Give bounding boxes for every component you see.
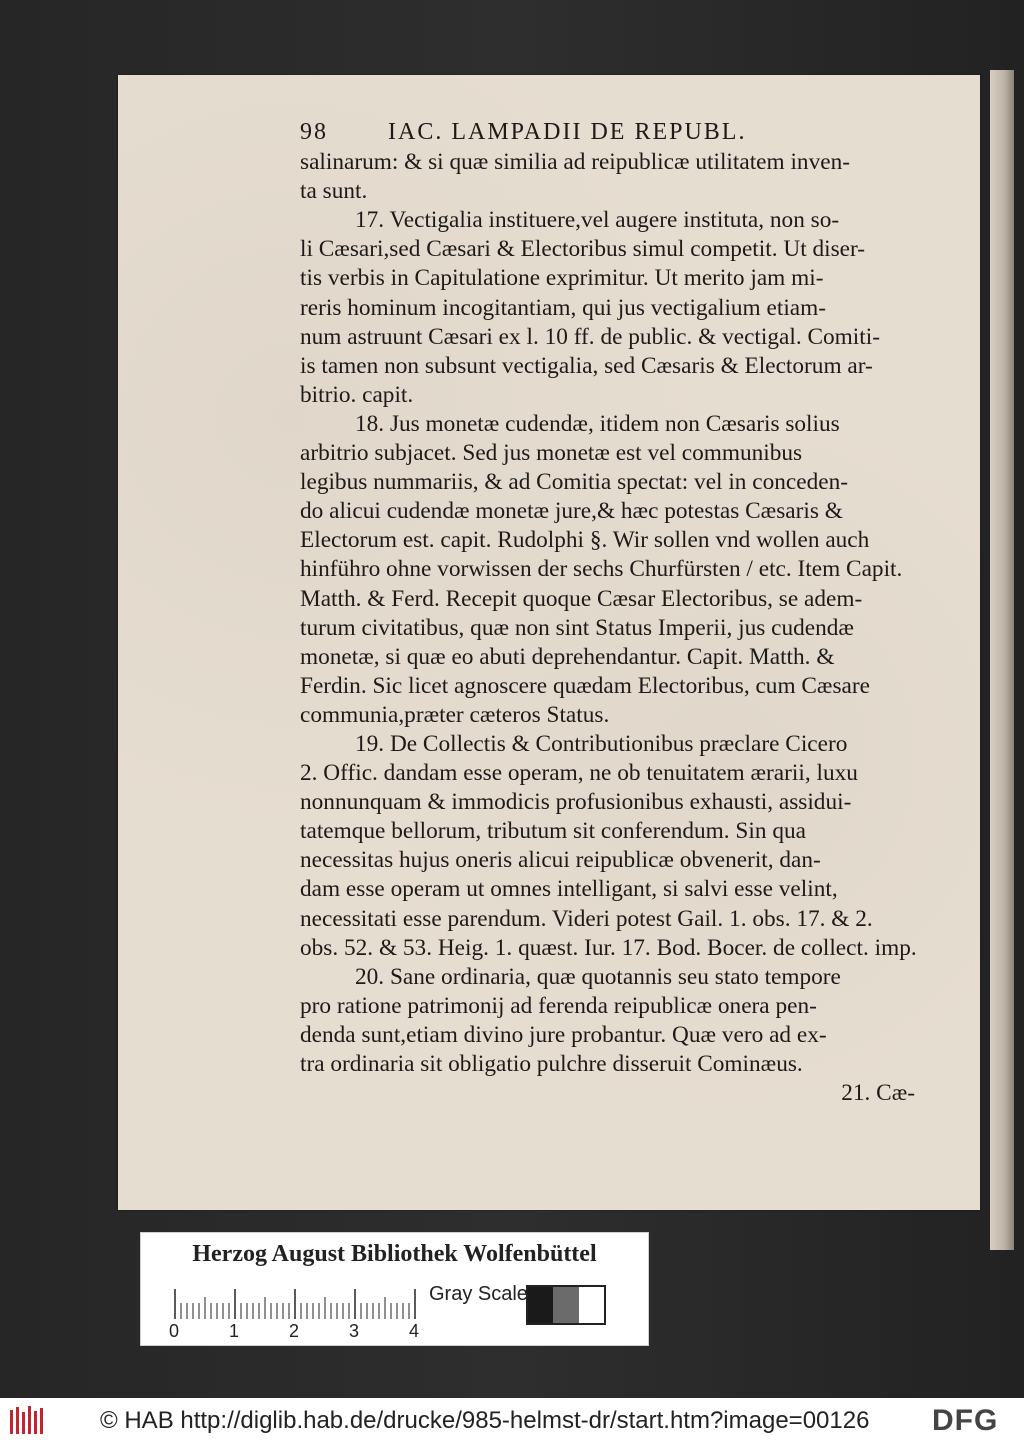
text-line: nonnunquam & immodicis profusionibus exhausti, assidui- xyxy=(300,789,852,816)
text-line: li Cæsari,sed Cæsari & Electoribus simul competit. Ut diser- xyxy=(300,236,866,263)
text-line: obs. 52. & 53. Heig. 1. quæst. Iur. 17. Bod. Bocer. de collect. imp. xyxy=(300,934,917,961)
gray-scale-swatches xyxy=(526,1285,606,1325)
footer-bar xyxy=(0,1398,1024,1444)
text-line: legibus nummariis, & ad Comitia spectat: vel in conceden- xyxy=(300,469,848,496)
text-line: do alicui cudendæ monetæ jure,& hæc potestas Cæsaris & xyxy=(300,498,843,525)
catchword: 21. Cæ- xyxy=(841,1080,915,1107)
text-line: communia,præter cæteros Status. xyxy=(300,701,610,728)
text-line: Electorum est. capit. Rudolphi §. Wir sollen vnd wollen auch xyxy=(300,527,870,554)
ruler xyxy=(171,1289,421,1319)
card-title: Herzog August Bibliothek Wolfenbüttel xyxy=(192,1241,597,1267)
adjacent-page-edge xyxy=(990,70,1014,1250)
page-text xyxy=(300,118,925,1108)
ruler-number: 2 xyxy=(289,1321,300,1341)
page-number: 98 xyxy=(300,119,328,145)
text-line: tatemque bellorum, tributum sit conferendum. Sin qua xyxy=(300,818,806,845)
text-line: denda sunt,etiam divino jure probantur. Quæ vero ad ex- xyxy=(300,1021,827,1048)
gray-swatch xyxy=(553,1287,578,1323)
ruler-numbers xyxy=(163,1321,443,1341)
text-line: necessitas hujus oneris alicui reipublicæ obvenerit, dan- xyxy=(300,847,821,874)
text-line: tis verbis in Capitulatione exprimitur. Ut merito jam mi- xyxy=(300,265,824,292)
text-line: 17. Vectigalia instituere,vel augere instituta, non so- xyxy=(355,207,840,234)
text-line: ta sunt. xyxy=(300,178,368,205)
text-line: 18. Jus monetæ cudendæ, itidem non Cæsaris solius xyxy=(355,410,840,437)
text-line: necessitati esse parendum. Videri potest Gail. 1. obs. 17. & 2. xyxy=(300,905,873,932)
dfg-logo: DFG xyxy=(932,1404,999,1437)
text-line: hinführo ohne vorwissen der sechs Churfürsten / etc. Item Capit. xyxy=(300,556,903,583)
ruler-number: 3 xyxy=(349,1321,360,1341)
text-line: dam esse operam ut omnes intelligant, si salvi esse velint, xyxy=(300,876,838,903)
text-line: monetæ, si quæ eo abuti deprehendantur. Capit. Matth. & xyxy=(300,643,835,670)
ruler-number: 4 xyxy=(409,1321,420,1341)
text-line: tra ordinaria sit obligatio pulchre disseruit Cominæus. xyxy=(300,1051,803,1077)
text-line: reris hominum incogitantiam, qui jus vectigalium etiam- xyxy=(300,294,827,321)
ruler-ticks xyxy=(171,1289,421,1319)
running-title: IAC. LAMPADII DE REPUBL. xyxy=(388,119,747,145)
color-reference-card xyxy=(140,1232,649,1346)
text-line: 2. Offic. dandam esse operam, ne ob tenuitatem ærarii, luxu xyxy=(300,760,858,787)
body-lines xyxy=(300,148,925,1079)
text-line: Matth. & Ferd. Recepit quoque Cæsar Electoribus, se adem- xyxy=(300,585,863,612)
ruler-number: 0 xyxy=(169,1321,180,1341)
ruler-number: 1 xyxy=(229,1321,240,1341)
text-line: num astruunt Cæsari ex l. 10 ff. de public. & vectigal. Comiti- xyxy=(300,323,880,350)
text-line: turum civitatibus, quæ non sint Status Imperii, jus cudendæ xyxy=(300,614,854,641)
running-header xyxy=(300,118,925,147)
text-line: is tamen non subsunt vectigalia, sed Cæsaris & Electorum ar- xyxy=(300,352,873,379)
text-line: pro ratione patrimonij ad ferenda reipublicæ onera pen- xyxy=(300,992,817,1019)
text-line: 20. Sane ordinaria, quæ quotannis seu stato tempore xyxy=(355,963,841,990)
gray-swatch xyxy=(579,1287,604,1323)
footer-url[interactable]: © HAB http://diglib.hab.de/drucke/985-helmst-dr/start.htm?image=00126 xyxy=(100,1407,870,1434)
hab-logo-icon xyxy=(8,1404,48,1438)
text-line: arbitrio subjacet. Sed jus monetæ est vel communibus xyxy=(300,440,803,467)
gray-scale-label: Gray Scale xyxy=(429,1283,528,1305)
text-line: bitrio. capit. xyxy=(300,381,414,408)
text-line: salinarum: & si quæ similia ad reipublicæ utilitatem inven- xyxy=(300,149,850,176)
text-line: Ferdin. Sic licet agnoscere quædam Electoribus, cum Cæsare xyxy=(300,672,870,699)
gray-swatch xyxy=(528,1287,553,1323)
text-line: 19. De Collectis & Contributionibus præclare Cicero xyxy=(355,730,848,757)
